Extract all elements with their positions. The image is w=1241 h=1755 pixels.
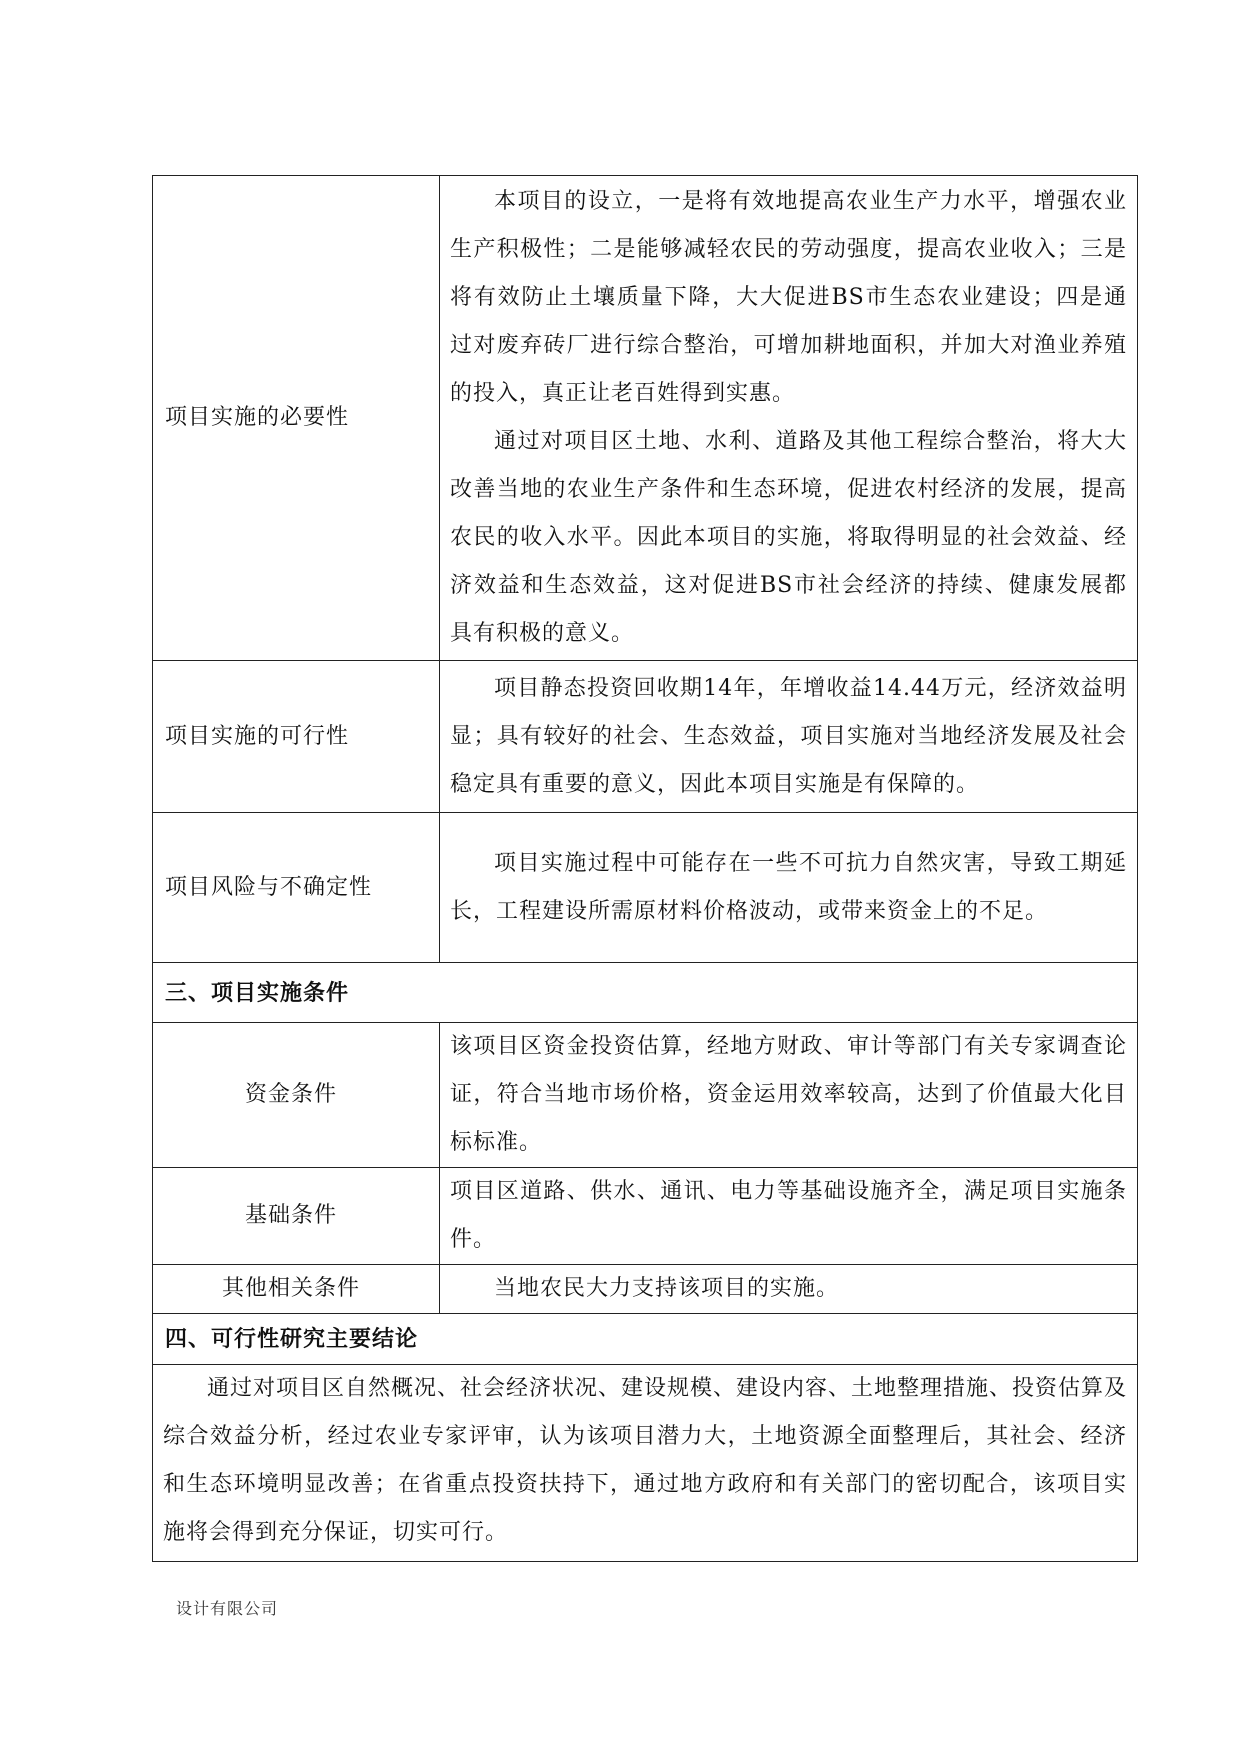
other-content	[440, 1265, 1138, 1314]
feasibility-summary-table	[152, 175, 1138, 1562]
row-section4-header	[153, 1314, 1138, 1365]
necessity-content	[440, 176, 1138, 661]
other-text: 当地农民大力支持该项目的实施。	[494, 1276, 840, 1301]
risk-text: 项目实施过程中可能存在一些不可抗力自然灾害，导致工期延长，工程建设所需原材料价格波动，或带来资金上的不足。	[450, 850, 1127, 924]
row-risk	[153, 813, 1138, 963]
row-other	[153, 1265, 1138, 1314]
funding-label: 资金条件	[153, 1023, 440, 1168]
risk-label: 项目风险与不确定性	[153, 813, 440, 963]
infrastructure-content	[440, 1168, 1138, 1265]
section4-title: 四、可行性研究主要结论	[153, 1314, 1138, 1365]
feasibility-content	[440, 661, 1138, 813]
row-section4-body	[153, 1365, 1138, 1562]
footer-company-name: 设计有限公司	[176, 1599, 279, 1618]
row-feasibility	[153, 661, 1138, 813]
feasibility-label: 项目实施的可行性	[153, 661, 440, 813]
section3-title: 三、项目实施条件	[153, 963, 1138, 1023]
funding-text: 该项目区资金投资估算，经地方财政、审计等部门有关专家调查论证，符合当地市场价格，资金运用效率较高，达到了价值最大化目标标准。	[450, 1034, 1127, 1155]
section4-text: 通过对项目区自然概况、社会经济状况、建设规模、建设内容、土地整理措施、投资估算及综合效益分析，经过农业专家评审，认为该项目潜力大，土地资源全面整理后，其社会、经济和生态环境明显改善；在省重点投资扶持下，通过地方政府和有关部门的密切配合，该项目实施将会得到充分保证，切实可行。	[163, 1376, 1128, 1545]
row-funding	[153, 1023, 1138, 1168]
section4-content	[153, 1365, 1138, 1562]
infrastructure-text: 项目区道路、供水、通讯、电力等基础设施齐全，满足项目实施条件。	[450, 1179, 1127, 1252]
row-section3-header	[153, 963, 1138, 1023]
feasibility-text: 项目静态投资回收期14年，年增收益14.44万元，经济效益明显；具有较好的社会、生态效益，项目实施对当地经济发展及社会稳定具有重要的意义，因此本项目实施是有保障的。	[450, 675, 1127, 797]
row-necessity	[153, 176, 1138, 661]
necessity-label: 项目实施的必要性	[153, 176, 440, 661]
necessity-paragraph-2: 通过对项目区土地、水利、道路及其他工程综合整治，将大大改善当地的农业生产条件和生态环境，促进农村经济的发展，提高农民的收入水平。因此本项目的实施，将取得明显的社会效益、经济效益和生态效益，这对促进BS市社会经济的持续、健康发展都具有积极的意义。	[450, 429, 1127, 646]
risk-content	[440, 813, 1138, 963]
infrastructure-label: 基础条件	[153, 1168, 440, 1265]
other-label: 其他相关条件	[153, 1265, 440, 1314]
row-infrastructure	[153, 1168, 1138, 1265]
funding-content	[440, 1023, 1138, 1168]
necessity-paragraph-1: 本项目的设立，一是将有效地提高农业生产力水平，增强农业生产积极性；二是能够减轻农民的劳动强度，提高农业收入；三是将有效防止土壤质量下降，大大促进BS市生态农业建设；四是通过对废弃砖厂进行综合整治，可增加耕地面积，并加大对渔业养殖的投入，真正让老百姓得到实惠。	[450, 189, 1127, 406]
